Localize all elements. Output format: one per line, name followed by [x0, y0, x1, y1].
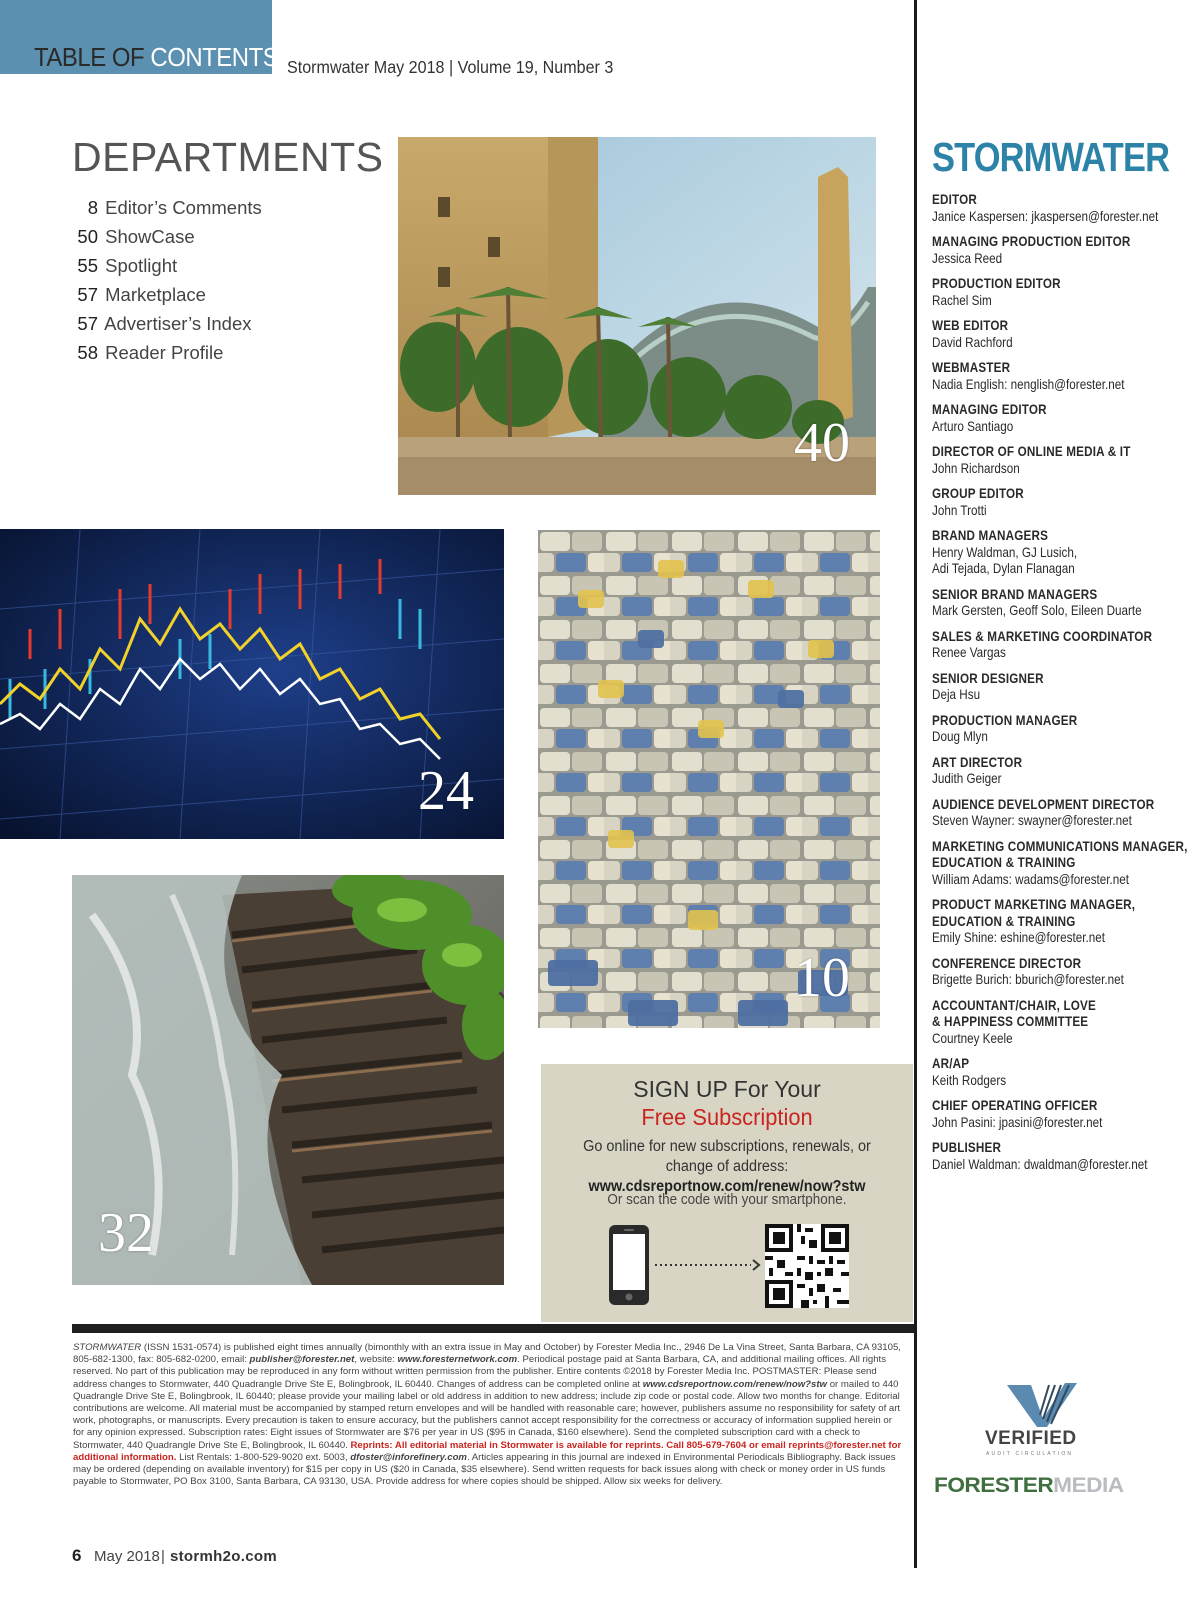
staff-entry [932, 528, 1190, 578]
staff-entry [932, 192, 1190, 225]
subscription-text-before: Go online for new subscriptions, renewals, or change of address: [583, 1138, 871, 1175]
footer-website-link[interactable]: stormh2o.com [170, 1548, 277, 1565]
staff-role: AUDIENCE DEVELOPMENT DIRECTOR [932, 796, 1155, 812]
staff-entry [932, 956, 1190, 989]
legal-publication-name: STORMWATER [73, 1342, 142, 1353]
staff-role: WEB EDITOR [932, 318, 1009, 333]
staff-entry [932, 444, 1190, 477]
staff-entry [932, 276, 1190, 309]
stormwater-logo: STORMWATER [932, 134, 1170, 180]
department-title: ShowCase [105, 226, 195, 247]
legal-text: List Rentals: 1-800-529-9020 ext. 5003, [176, 1451, 351, 1463]
staff-entry [932, 755, 1190, 788]
staff-role: PUBLISHER [932, 1140, 1002, 1155]
department-title: Editor’s Comments [105, 197, 262, 218]
subscription-scan-text: Or scan the code with your smartphone. [607, 1192, 847, 1208]
legal-text: or mailed to 440 Quadrangle Drive Ste E, Bolingbrook, IL 60440; please provide your mailing label or old address in addition to new address; include zip code or postal code. Allow two months for change. Editorial contributions are welcome. All material must be accompanied by stamped return envelopes and will be handled with reasonable care; however, publishers assume no responsibility for safety of art work, photographs, or manuscripts. Every precaution is taken to ensure accuracy, but the publishers cannot accept responsibility for the correctness or accuracy of information supplied herein or for any opinion expressed. Subscription rates: Eight issues of Stormwater are $76 per year in US ($95 in Canada, $160 elsewhere). Send the completed subscription card with a check to Stormwater, 440 Quadrangle Drive Ste E, Bolingbrook, IL 60440. [73, 1378, 901, 1451]
staff-role: CHIEF OPERATING OFFICER [932, 1098, 1098, 1113]
staff-role: MANAGING PRODUCTION EDITOR [932, 234, 1131, 249]
footer-rule [72, 1324, 914, 1333]
subscription-title: SIGN UP For Your [633, 1076, 821, 1102]
staff-name: Courtney Keele [932, 1030, 1013, 1046]
staff-role: SENIOR BRAND MANAGERS [932, 586, 1098, 602]
department-title: Spotlight [105, 255, 178, 276]
issue-info: Stormwater May 2018 | Volume 19, Number 3 [287, 57, 614, 77]
staff-name: Deja Hsu [932, 687, 981, 702]
legal-notice [73, 1342, 903, 1488]
staff-entry [932, 797, 1190, 830]
forester-media-logo [934, 1474, 1124, 1498]
staff-role: ART DIRECTOR [932, 754, 1023, 770]
staff-name: Henry Waldman, GJ Lusich, Adi Tejada, Dylan Flanagan [932, 544, 1078, 576]
footer-separator: | [161, 1548, 165, 1565]
feature-photo-storm-drain[interactable] [72, 875, 504, 1285]
staff-role: GROUP EDITOR [932, 486, 1024, 501]
staff-name: William Adams: wadams@forester.net [932, 871, 1130, 887]
verified-logo-text: VERIFIED [985, 1428, 1077, 1449]
staff-name: Janice Kaspersen: jkaspersen@forester.net [932, 208, 1159, 224]
vertical-divider [914, 0, 917, 1568]
feature-photo-pavers[interactable] [538, 530, 880, 1028]
staff-name: Emily Shine: eshine@forester.net [932, 930, 1106, 945]
staff-role: WEBMASTER [932, 360, 1011, 375]
staff-name: David Rachford [932, 334, 1013, 350]
staff-list [932, 192, 1194, 1182]
department-page: 57 [77, 284, 98, 305]
department-page: 58 [77, 342, 98, 363]
staff-role: PRODUCTION EDITOR [932, 276, 1061, 291]
departments-list [72, 197, 302, 371]
staff-role: PRODUCT MARKETING MANAGER, EDUCATION & TRAINING [932, 897, 1136, 929]
department-title: Marketplace [105, 284, 206, 305]
department-page: 8 [87, 197, 98, 218]
staff-name: John Trotti [932, 502, 987, 518]
staff-entry [932, 360, 1190, 393]
feature-page-number: 10 [794, 947, 850, 1009]
feature-photo-market-chart[interactable] [0, 529, 504, 839]
legal-list-email-link[interactable]: dfoster@inforefinery.com [350, 1451, 467, 1463]
staff-role: EDITOR [932, 192, 977, 207]
footer-date: May 2018 [94, 1548, 160, 1565]
feature-page-number: 32 [98, 1202, 154, 1264]
toc-title-word2: CONTENTS [150, 42, 279, 72]
legal-text: , website: [354, 1354, 398, 1366]
staff-entry [932, 402, 1190, 435]
forester-logo-word2: MEDIA [1053, 1474, 1124, 1497]
staff-role: PRODUCTION MANAGER [932, 712, 1078, 728]
legal-email-link[interactable]: publisher@forester.net [249, 1354, 355, 1366]
staff-name: John Richardson [932, 460, 1020, 476]
department-item[interactable] [72, 342, 302, 371]
department-title: Advertiser’s Index [104, 313, 252, 334]
department-item[interactable] [72, 284, 302, 313]
staff-role: DIRECTOR OF ONLINE MEDIA & IT [932, 444, 1131, 459]
feature-photo-building[interactable] [398, 137, 876, 495]
feature-page-number: 24 [418, 760, 474, 822]
forester-logo-word1: FORESTER [934, 1474, 1054, 1497]
staff-name: Arturo Santiago [932, 418, 1014, 434]
staff-entry [932, 318, 1190, 351]
arrow-dots-icon [655, 1259, 763, 1271]
legal-reprints-notice: Reprints: All editorial material in Stormwater is available for reprints. Call 805-679-7604 or email reprints@forester.net for additional information. [73, 1439, 902, 1463]
department-item[interactable] [72, 313, 302, 342]
department-item[interactable] [72, 226, 302, 255]
staff-role: SENIOR DESIGNER [932, 670, 1044, 686]
legal-text: . Periodical postage paid at Santa Barbara, CA, and additional mailing offices. All rights reserved. No part of this publication may be reproduced in any form without written permission from the publisher. Entire contents ©2018 by Forester Media Inc. POSTMASTER: Please send address changes to Stormwater, 440 Quadrangle Drive Ste E, Bolingbrook, IL 60440. Changes of address can be completed online at [73, 1354, 887, 1390]
staff-entry [932, 713, 1190, 746]
staff-entry [932, 998, 1190, 1048]
department-item[interactable] [72, 255, 302, 284]
legal-text: . Articles appearing in this journal are indexed in Environmental Periodicals Bibliography. Back issues may be ordered (depending on available inventory) for $15 per copy in US ($20 in Canada, $35 elsewhere). Send written requests for back issues along with check or money order in US funds payable to Stormwater, PO Box 3100, Santa Barbara, CA 93130, USA. Provide address for where copies should be shipped. Allow six weeks for delivery. [73, 1451, 896, 1488]
departments-heading: DEPARTMENTS [72, 134, 384, 180]
staff-entry [932, 1098, 1190, 1131]
staff-name: Jessica Reed [932, 250, 1003, 266]
staff-role: AR/AP [932, 1056, 970, 1071]
staff-entry [932, 897, 1190, 947]
staff-entry [932, 486, 1190, 519]
staff-entry [932, 1056, 1190, 1089]
staff-name: Brigette Burich: bburich@forester.net [932, 972, 1124, 987]
legal-renew-link[interactable]: www.cdsreportnow.com/renew/now?stw [642, 1378, 828, 1390]
verified-logo-subtext: AUDIT CIRCULATION [986, 1451, 1074, 1457]
subscription-box [541, 1064, 913, 1322]
subscription-free-label: Free Subscription [641, 1104, 813, 1130]
department-title: Reader Profile [105, 342, 224, 363]
staff-name: Doug Mlyn [932, 729, 988, 744]
staff-name: Daniel Waldman: dwaldman@forester.net [932, 1156, 1148, 1172]
staff-entry [932, 234, 1190, 267]
department-page: 50 [77, 226, 98, 247]
staff-entry [932, 1140, 1190, 1173]
staff-entry [932, 629, 1190, 662]
staff-role: MANAGING EDITOR [932, 402, 1047, 417]
staff-name: Renee Vargas [932, 645, 1006, 660]
staff-role: CONFERENCE DIRECTOR [932, 955, 1082, 971]
staff-name: Mark Gersten, Geoff Solo, Eileen Duarte [932, 603, 1142, 618]
staff-entry [932, 587, 1190, 620]
department-page: 55 [77, 255, 98, 276]
department-page: 57 [77, 313, 98, 334]
staff-role: MARKETING COMMUNICATIONS MANAGER, EDUCATION & TRAINING [932, 838, 1188, 870]
table-of-contents-title [34, 44, 278, 70]
staff-name: Rachel Sim [932, 292, 992, 308]
staff-name: John Pasini: jpasini@forester.net [932, 1114, 1103, 1130]
legal-text: (ISSN 1531-0574) is published eight times annually (bimonthly with an extra issue in May and October) by Forester Media Inc., 2946 De La Vina Street, Santa Barbara, CA 93105, 805-682-1300, fax: 805-682-0200, email: [73, 1342, 901, 1366]
page-number: 6 [72, 1546, 82, 1565]
smartphone-icon [608, 1224, 650, 1306]
toc-title-word1: TABLE OF [34, 42, 151, 72]
staff-name: Steven Wayner: swayner@forester.net [932, 813, 1132, 828]
qr-code-icon[interactable] [765, 1224, 849, 1308]
staff-name: Nadia English: nenglish@forester.net [932, 376, 1125, 392]
subscription-text [563, 1137, 890, 1197]
feature-page-number: 40 [794, 412, 850, 474]
subscription-url-link[interactable]: www.cdsreportnow.com/renew/now?stw [588, 1178, 866, 1195]
staff-name: Keith Rodgers [932, 1072, 1007, 1088]
staff-entry [932, 671, 1190, 704]
legal-website-link[interactable]: www.foresternetwork.com [397, 1354, 518, 1366]
staff-role: BRAND MANAGERS [932, 528, 1049, 543]
staff-role: ACCOUNTANT/CHAIR, LOVE & HAPPINESS COMMITTEE [932, 997, 1096, 1029]
staff-name: Judith Geiger [932, 771, 1002, 786]
staff-role: SALES & MARKETING COORDINATOR [932, 628, 1153, 644]
department-item[interactable] [72, 197, 302, 226]
staff-entry [932, 839, 1190, 889]
